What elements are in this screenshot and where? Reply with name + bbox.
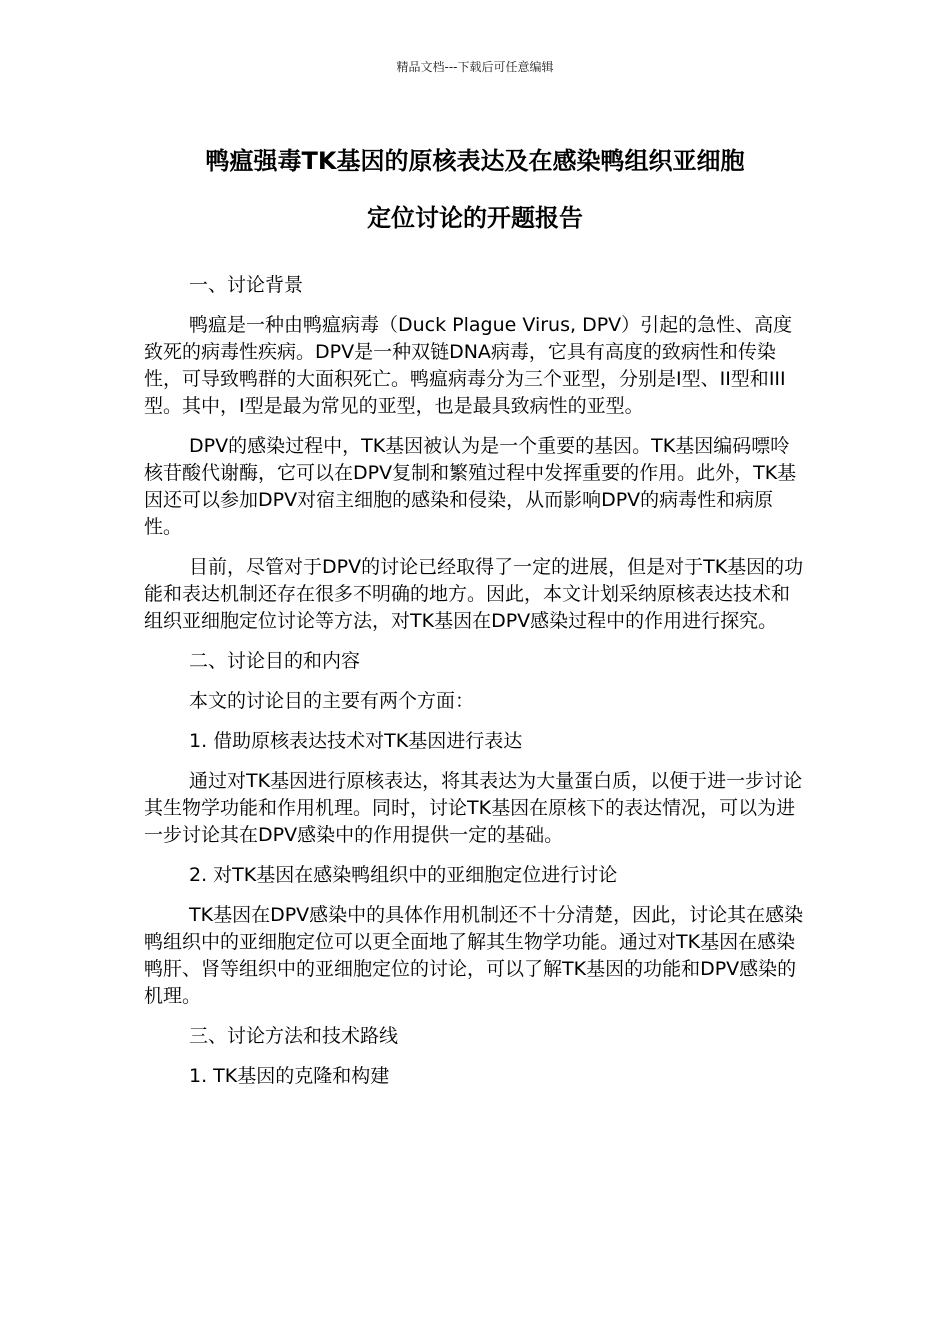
document-title-line-2: 定位讨论的开题报告 [367, 204, 583, 232]
header-note: 精品文档---下载后可任意编辑 [396, 60, 554, 74]
paragraph: 通过对TK基因进行原核表达，将其表达为大量蛋白质，以便于进一步讨论其生物学功能和作用机理。同时，讨论TK基因在原核下的表达情况，可以为进一步讨论其在DPV感染中的作用提供一定的基础。 [144, 770, 803, 846]
section-heading-background: 一、讨论背景 [189, 274, 304, 296]
paragraph: 鸭瘟是一种由鸭瘟病毒（Duck Plague Virus, DPV）引起的急性、高度致死的病毒性疾病。DPV是一种双链DNA病毒，它具有高度的致病性和传染性，可导致鸭群的大面积死亡。鸭瘟病毒分为三个亚型，分别是I型、II型和III型。其中，I型是最为常见的亚型，也是最具致病性的亚型。 [144, 314, 793, 417]
list-item-heading: 1. 借助原核表达技术对TK基因进行表达 [189, 730, 523, 752]
document-body [144, 272, 808, 1103]
paragraph: 本文的讨论目的主要有两个方面： [189, 690, 475, 712]
section-heading-goals: 二、讨论目的和内容 [189, 650, 361, 672]
paragraph: DPV的感染过程中，TK基因被认为是一个重要的基因。TK基因编码嘌呤核苷酸代谢酶，它可以在DPV复制和繁殖过程中发挥重要的作用。此外，TK基因还可以参加DPV对宿主细胞的感染和侵染，从而影响DPV的病毒性和病原性。 [144, 435, 797, 538]
list-item-heading: 2. 对TK基因在感染鸭组织中的亚细胞定位进行讨论 [189, 864, 618, 886]
paragraph: TK基因在DPV感染中的具体作用机制还不十分清楚，因此，讨论其在感染鸭组织中的亚细胞定位可以更全面地了解其生物学功能。通过对TK基因在感染鸭肝、肾等组织中的亚细胞定位的讨论，可以了解TK基因的功能和DPV感染的机理。 [144, 904, 804, 1007]
section-heading-methods: 三、讨论方法和技术路线 [189, 1025, 399, 1047]
document-title-line-1: 鸭瘟强毒TK基因的原核表达及在感染鸭组织亚细胞 [205, 147, 745, 175]
paragraph: 目前，尽管对于DPV的讨论已经取得了一定的进展，但是对于TK基因的功能和表达机制还存在很多不明确的地方。因此，本文计划采纳原核表达技术和组织亚细胞定位讨论等方法，对TK基因在DPV感染过程中的作用进行探究。 [144, 556, 804, 632]
list-item-heading: 1. TK基因的克隆和构建 [189, 1065, 390, 1087]
